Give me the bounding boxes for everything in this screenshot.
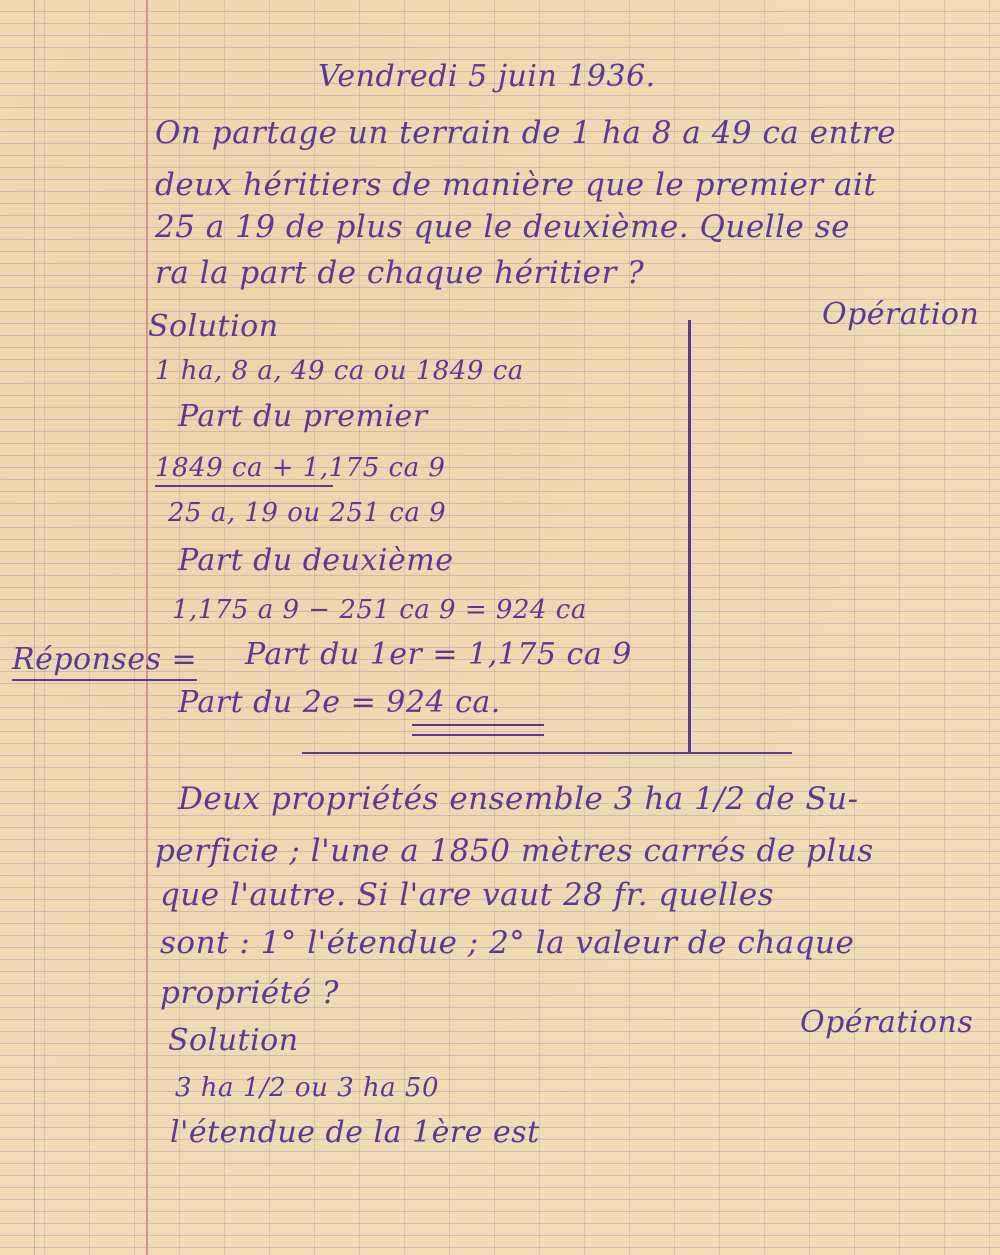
answer-2-underline-a (412, 724, 544, 726)
solution-heading-1: Solution (148, 309, 279, 344)
problem-2-line-5: propriété ? (160, 975, 340, 1011)
answers-label-underline (12, 679, 197, 681)
date-heading: Vendredi 5 juin 1936. (318, 59, 656, 94)
operations-heading-2: Opérations (800, 1005, 974, 1040)
step-1-2: Part du premier (178, 399, 428, 434)
answers-label: Réponses = (12, 642, 198, 677)
step-2-2: l'étendue de la 1ère est (170, 1115, 540, 1150)
problem-1-line-2: deux héritiers de manière que le premier ait (155, 167, 877, 203)
problem-1-line-1: On partage un terrain de 1 ha 8 a 49 ca entre (155, 115, 897, 151)
step-1-3-underline (155, 485, 333, 487)
answer-2: Part du 2e = 924 ca. (178, 685, 501, 720)
problem-2-line-1: Deux propriétés ensemble 3 ha 1/2 de Su- (178, 781, 859, 817)
vertical-divider (688, 320, 691, 752)
solution-heading-2: Solution (168, 1023, 299, 1058)
problem-1-line-3: 25 a 19 de plus que le deuxième. Quelle se (155, 209, 850, 245)
step-1-4: 25 a, 19 ou 251 ca 9 (168, 498, 447, 528)
operation-heading-1: Opération (822, 297, 980, 332)
problem-1-line-4: ra la part de chaque héritier ? (155, 255, 645, 291)
step-2-1: 3 ha 1/2 ou 3 ha 50 (175, 1073, 439, 1103)
step-1-1: 1 ha, 8 a, 49 ca ou 1849 ca (155, 356, 524, 386)
horizontal-divider (302, 752, 792, 754)
step-1-3: 1849 ca + 1,175 ca 9 (155, 453, 446, 483)
step-1-6: 1,175 a 9 − 251 ca 9 = 924 ca (172, 595, 587, 625)
answer-2-underline-b (412, 734, 544, 736)
problem-2-line-3: que l'autre. Si l'are vaut 28 fr. quelles (160, 877, 775, 913)
margin-line (146, 0, 148, 1255)
answer-1: Part du 1er = 1,175 ca 9 (245, 637, 632, 672)
problem-2-line-2: perficie ; l'une a 1850 mètres carrés de plus (155, 833, 874, 869)
step-1-5: Part du deuxième (178, 543, 454, 578)
problem-2-line-4: sont : 1° l'étendue ; 2° la valeur de chaque (160, 925, 855, 961)
